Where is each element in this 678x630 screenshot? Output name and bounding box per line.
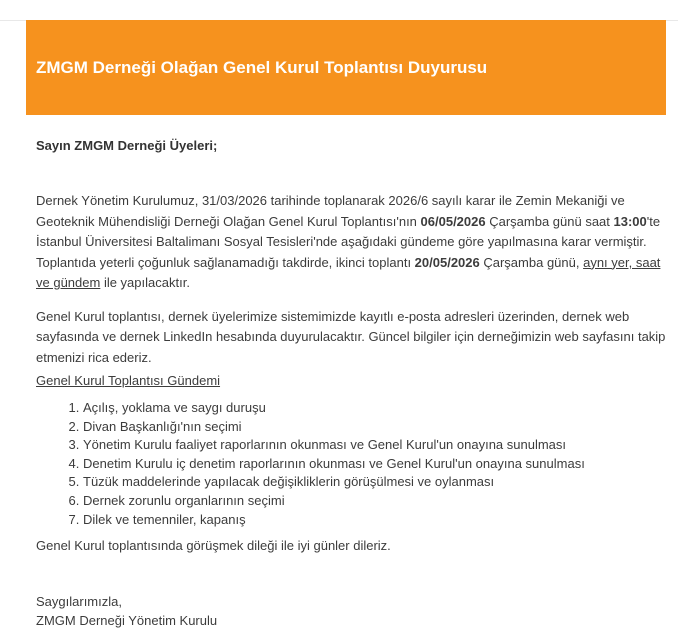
text-segment: Çarşamba günü, <box>479 254 584 270</box>
text-segment: aynı yer, saat ve gündem <box>36 254 661 290</box>
agenda-item: 7. Dilek ve temenniler, kapanış <box>83 511 666 530</box>
signature-block <box>36 592 666 630</box>
agenda-item: 1. Açılış, yoklama ve saygı duruşu <box>83 399 666 418</box>
agenda-item: 4. Denetim Kurulu iç denetim raporlarının okunması ve Genel Kurul'un onayına sunulması <box>83 455 666 474</box>
agenda-item: 2. Divan Başkanlığı'nın seçimi <box>83 418 666 437</box>
text-segment: Genel Kurul toplantısı, dernek üyelerimize sistemimizde kayıtlı e-posta adresleri üzerinden, dernek web sayfasında ve dernek LinkedIn hesabında duyurulacaktır. Güncel bilgiler için derneğimizin web sayfasını takip etmenizi rica ederiz. <box>36 308 666 365</box>
agenda-item: 5. Tüzük maddelerinde yapılacak değişikliklerin görüşülmesi ve oylanması <box>83 473 666 492</box>
greeting-line: Sayın ZMGM Derneği Üyeleri; <box>36 138 218 153</box>
text-segment: 06/05/2026 <box>420 213 486 229</box>
agenda-item: 6. Dernek zorunlu organlarının seçimi <box>83 492 666 511</box>
signature-author: ZMGM Derneği Yönetim Kurulu <box>36 613 218 629</box>
announcement-body <box>36 115 666 630</box>
text-segment: ile yapılacaktır. <box>100 275 190 290</box>
agenda-heading: Genel Kurul Toplantısı Gündemi <box>36 373 221 388</box>
agenda-list <box>36 399 666 529</box>
text-segment: Çarşamba günü saat <box>485 213 614 229</box>
closing-line: Genel Kurul toplantısında görüşmek dileği ile iyi günler dileriz. <box>36 538 391 554</box>
announcement-banner <box>26 20 666 115</box>
agenda-item: 3. Yönetim Kurulu faaliyet raporlarının okunması ve Genel Kurul'un onayına sunulması <box>83 436 666 455</box>
text-segment: 13:00 <box>613 213 647 229</box>
paragraph-meeting-details <box>36 191 666 294</box>
text-segment: 20/05/2026 <box>414 254 480 270</box>
text-segment: 'te İstanbul Üniversitesi Baltalimanı Sosyal Tesisleri'nde aşağıdaki gündeme göre yapılmasına karar vermiştir. Toplantıda yeterli çoğunluk sağlanamadığı takdirde, ikinci toplantı <box>36 213 661 270</box>
signature-salutation: Saygılarımızla, <box>36 594 122 610</box>
paragraph-announcement-channels <box>36 307 666 369</box>
page-title: ZMGM Derneği Olağan Genel Kurul Toplantısı Duyurusu <box>36 57 488 77</box>
text-segment: Dernek Yönetim Kurulumuz, 31/03/2026 tarihinde toplanarak 2026/6 sayılı karar ile Zemin Mekaniği ve Geoteknik Mühendisliği Derneği Olağan Genel Kurul Toplantısı'nın <box>36 193 625 229</box>
